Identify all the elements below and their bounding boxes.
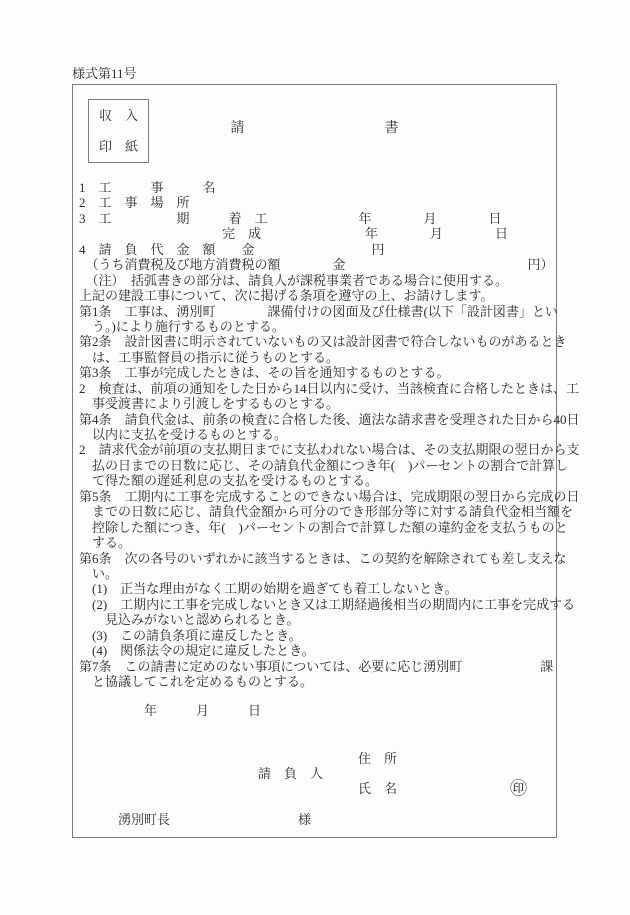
stamp-box-label-line2: 印 紙 [99, 139, 139, 154]
text-line: (4) 関係法令の規定に違反したとき。 [79, 643, 315, 659]
text-line: 第4条 請負代金は、前条の検査に合格した後、適法な請求書を受理された日から40日 [79, 411, 580, 427]
text-line: て得た額の遅延利息の支払を受けるものとする。 [79, 473, 379, 489]
text-line: 2 請求代金が前項の支払期日までに支払われない場合は、その支払期限の翌日から支 [79, 442, 580, 458]
text-line: 第1条 工事は、湧別町 課備付けの図面及び仕様書(以下「設計図書」とい [79, 303, 558, 319]
text-line: 1 工 事 名 [79, 180, 216, 195]
document-title: 請 書 [230, 121, 399, 136]
body-text [79, 180, 580, 689]
text-line: 第5条 工期内に工事を完成することのできない場合は、完成期限の翌日から完成の日 [79, 488, 580, 504]
text-line: 事受渡書により引渡しをするものとする。 [79, 396, 340, 412]
text-line: する。 [79, 535, 132, 551]
address-label: 住 所 [358, 751, 398, 766]
text-line: までの日数に応じ、請負代金額から可分のでき形部分等に対する請負代金相当額を [79, 504, 574, 520]
stamp-box-label-line1: 収 入 [99, 108, 139, 123]
text-line: 2 検査は、前項の通知をした日から14日以内に受け、当該検査に合格したときは、工 [79, 380, 579, 396]
seal-mark-icon: ㊞ [510, 779, 527, 798]
text-line: 第2条 設計図書に明示されていないもの又は設計図書で符合しないものがあるとき [79, 334, 567, 350]
text-line: (3) この請負条項に違反したとき。 [79, 627, 302, 643]
document-border-frame [72, 84, 580, 838]
text-line: 払の日までの日数に応じ、その請負代金額につき年( )パーセントの割合で計算し [79, 457, 569, 473]
name-label: 氏 名 [358, 781, 398, 796]
text-line: (1) 正当な理由がなく工期の始期を過ぎても着工しないとき。 [79, 581, 458, 597]
text-line: （注） 括弧書きの部分は、請負人が課税事業者である場合に使用する。 [79, 272, 509, 288]
text-line: い。 [79, 565, 119, 581]
text-line: 4 請 負 代 金 額 金 円 [79, 241, 385, 257]
text-line: 3 工 期 着 工 年 月 日 [79, 210, 502, 226]
text-line: 控除した額につき、年( )パーセントの割合で計算した額の違約金を支払うものと [79, 519, 568, 535]
text-line: (2) 工期内に工事を完成しないとき又は工期経過後相当の期間内に工事を完成する [79, 596, 576, 612]
text-line: （うち消費税及び地方消費税の額 金 円） [79, 257, 554, 273]
addressee-honorific: 様 [298, 812, 312, 827]
text-line: 第6条 次の各号のいずれかに該当するときは、この契約を解除されても差し支えな [79, 550, 567, 566]
addressee-name: 湧別町長 [118, 812, 171, 827]
date-line: 年 月 日 [79, 703, 262, 718]
text-line: う。)により施行するものとする。 [79, 318, 285, 334]
text-line: は、工事監督員の指示に従うものとする。 [79, 349, 340, 365]
text-line: 完 成 年 月 日 [79, 226, 509, 242]
text-line: 第7条 この請書に定めのない事項については、必要に応じ湧別町 課 [79, 658, 554, 674]
text-line: 第3条 工事が完成したときは、その旨を通知するものとする。 [79, 365, 450, 381]
contractor-label: 請 負 人 [258, 766, 324, 781]
text-line: 2 工 事 場 所 [79, 195, 190, 211]
text-line: 上記の建設工事について、次に掲げる条項を遵守の上、お請けします。 [79, 288, 494, 304]
text-line: 見込みがないと認められるとき。 [79, 612, 300, 628]
text-line: 以内に支払を受けるものとする。 [79, 427, 288, 442]
text-line: と協議してこれを定めるものとする。 [79, 674, 314, 689]
form-number-label: 様式第11号 [72, 66, 137, 81]
